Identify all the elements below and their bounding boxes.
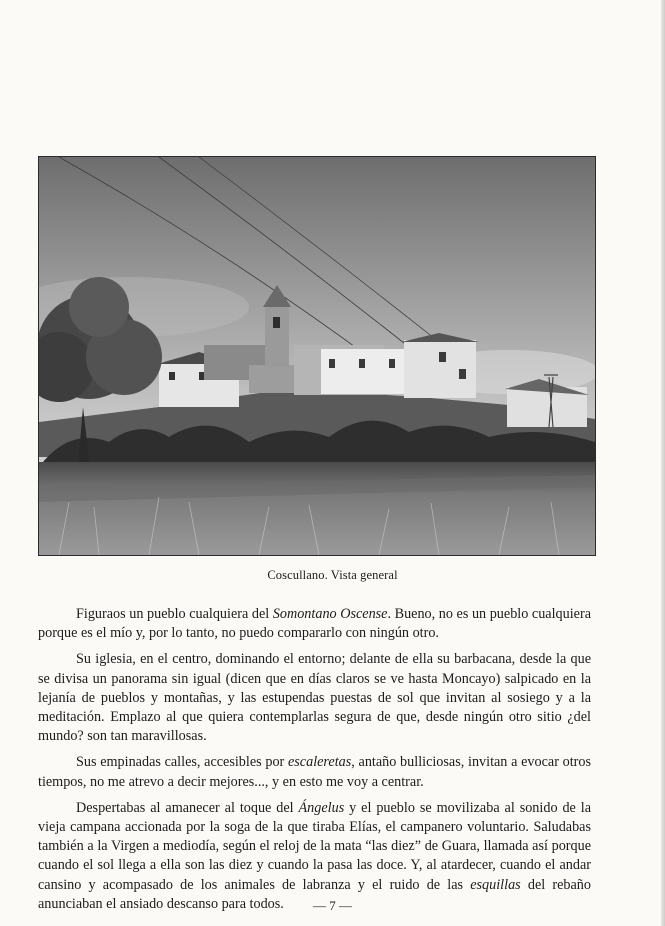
text-run: y el pueblo se movilizaba al sonido de la vieja campana accionada por la soga de la que tiraba Elías, el campanero voluntario. Saludabas también a la Virgen a mediodía, según el reloj de la mata “las diez” de Guara, llamada así porque cuando el sol llega a ella son las diez y cuando la pasa las doce. Y, al atardecer, cuando el andar cansino y acompasado de los animales de labranza y el ruido de las (38, 799, 591, 893)
italic-term: esquillas (470, 876, 521, 893)
text-run: Despertabas al amanecer al toque del (76, 799, 299, 816)
paragraph (38, 799, 591, 914)
page-number: — 7 — (313, 898, 352, 913)
italic-term: Somontano Oscense (272, 606, 388, 622)
text-run: Sus empinadas calles, accesibles por (76, 754, 288, 771)
text-run: del rebaño anunciaban el ansiado descanso para todos. (38, 876, 591, 912)
page-edge-shadow (661, 0, 665, 926)
italic-term: escaleretas (287, 754, 352, 771)
text-run: Figuraos un pueblo cualquiera del (76, 606, 273, 622)
text-run: , antaño bulliciosas, invitan a evocar otros tiempos, no me atrevo a decir mejores..., y en esto me voy a centrar. (38, 754, 592, 790)
village-photograph (38, 156, 596, 556)
text-run: . Bueno, no es un pueblo cualquiera porque es el mío y, por lo tanto, no puedo compararlo con ningún otro. (38, 606, 591, 642)
italic-term: Ángelus (298, 799, 345, 816)
text-run: Su iglesia, en el centro, dominando el entorno; delante de ella su barbacana, desde la que se divisa un panorama sin igual (dicen que en días claros se ve hasta Moncayo) salpicado en la lejanía de pueblos y montañas, y las estupendas puestas de sol que invitan al sosiego y a la meditación. Emplazo al que quiera contemplarlas segura de que, desde ningún otro sitio ¿del mundo? son tan maravillosas. (38, 651, 591, 745)
figure-caption: Coscullano. Vista general (267, 568, 398, 582)
paragraph (38, 650, 591, 746)
paragraph (38, 753, 591, 791)
body-text (38, 605, 591, 921)
paragraph (38, 605, 591, 643)
